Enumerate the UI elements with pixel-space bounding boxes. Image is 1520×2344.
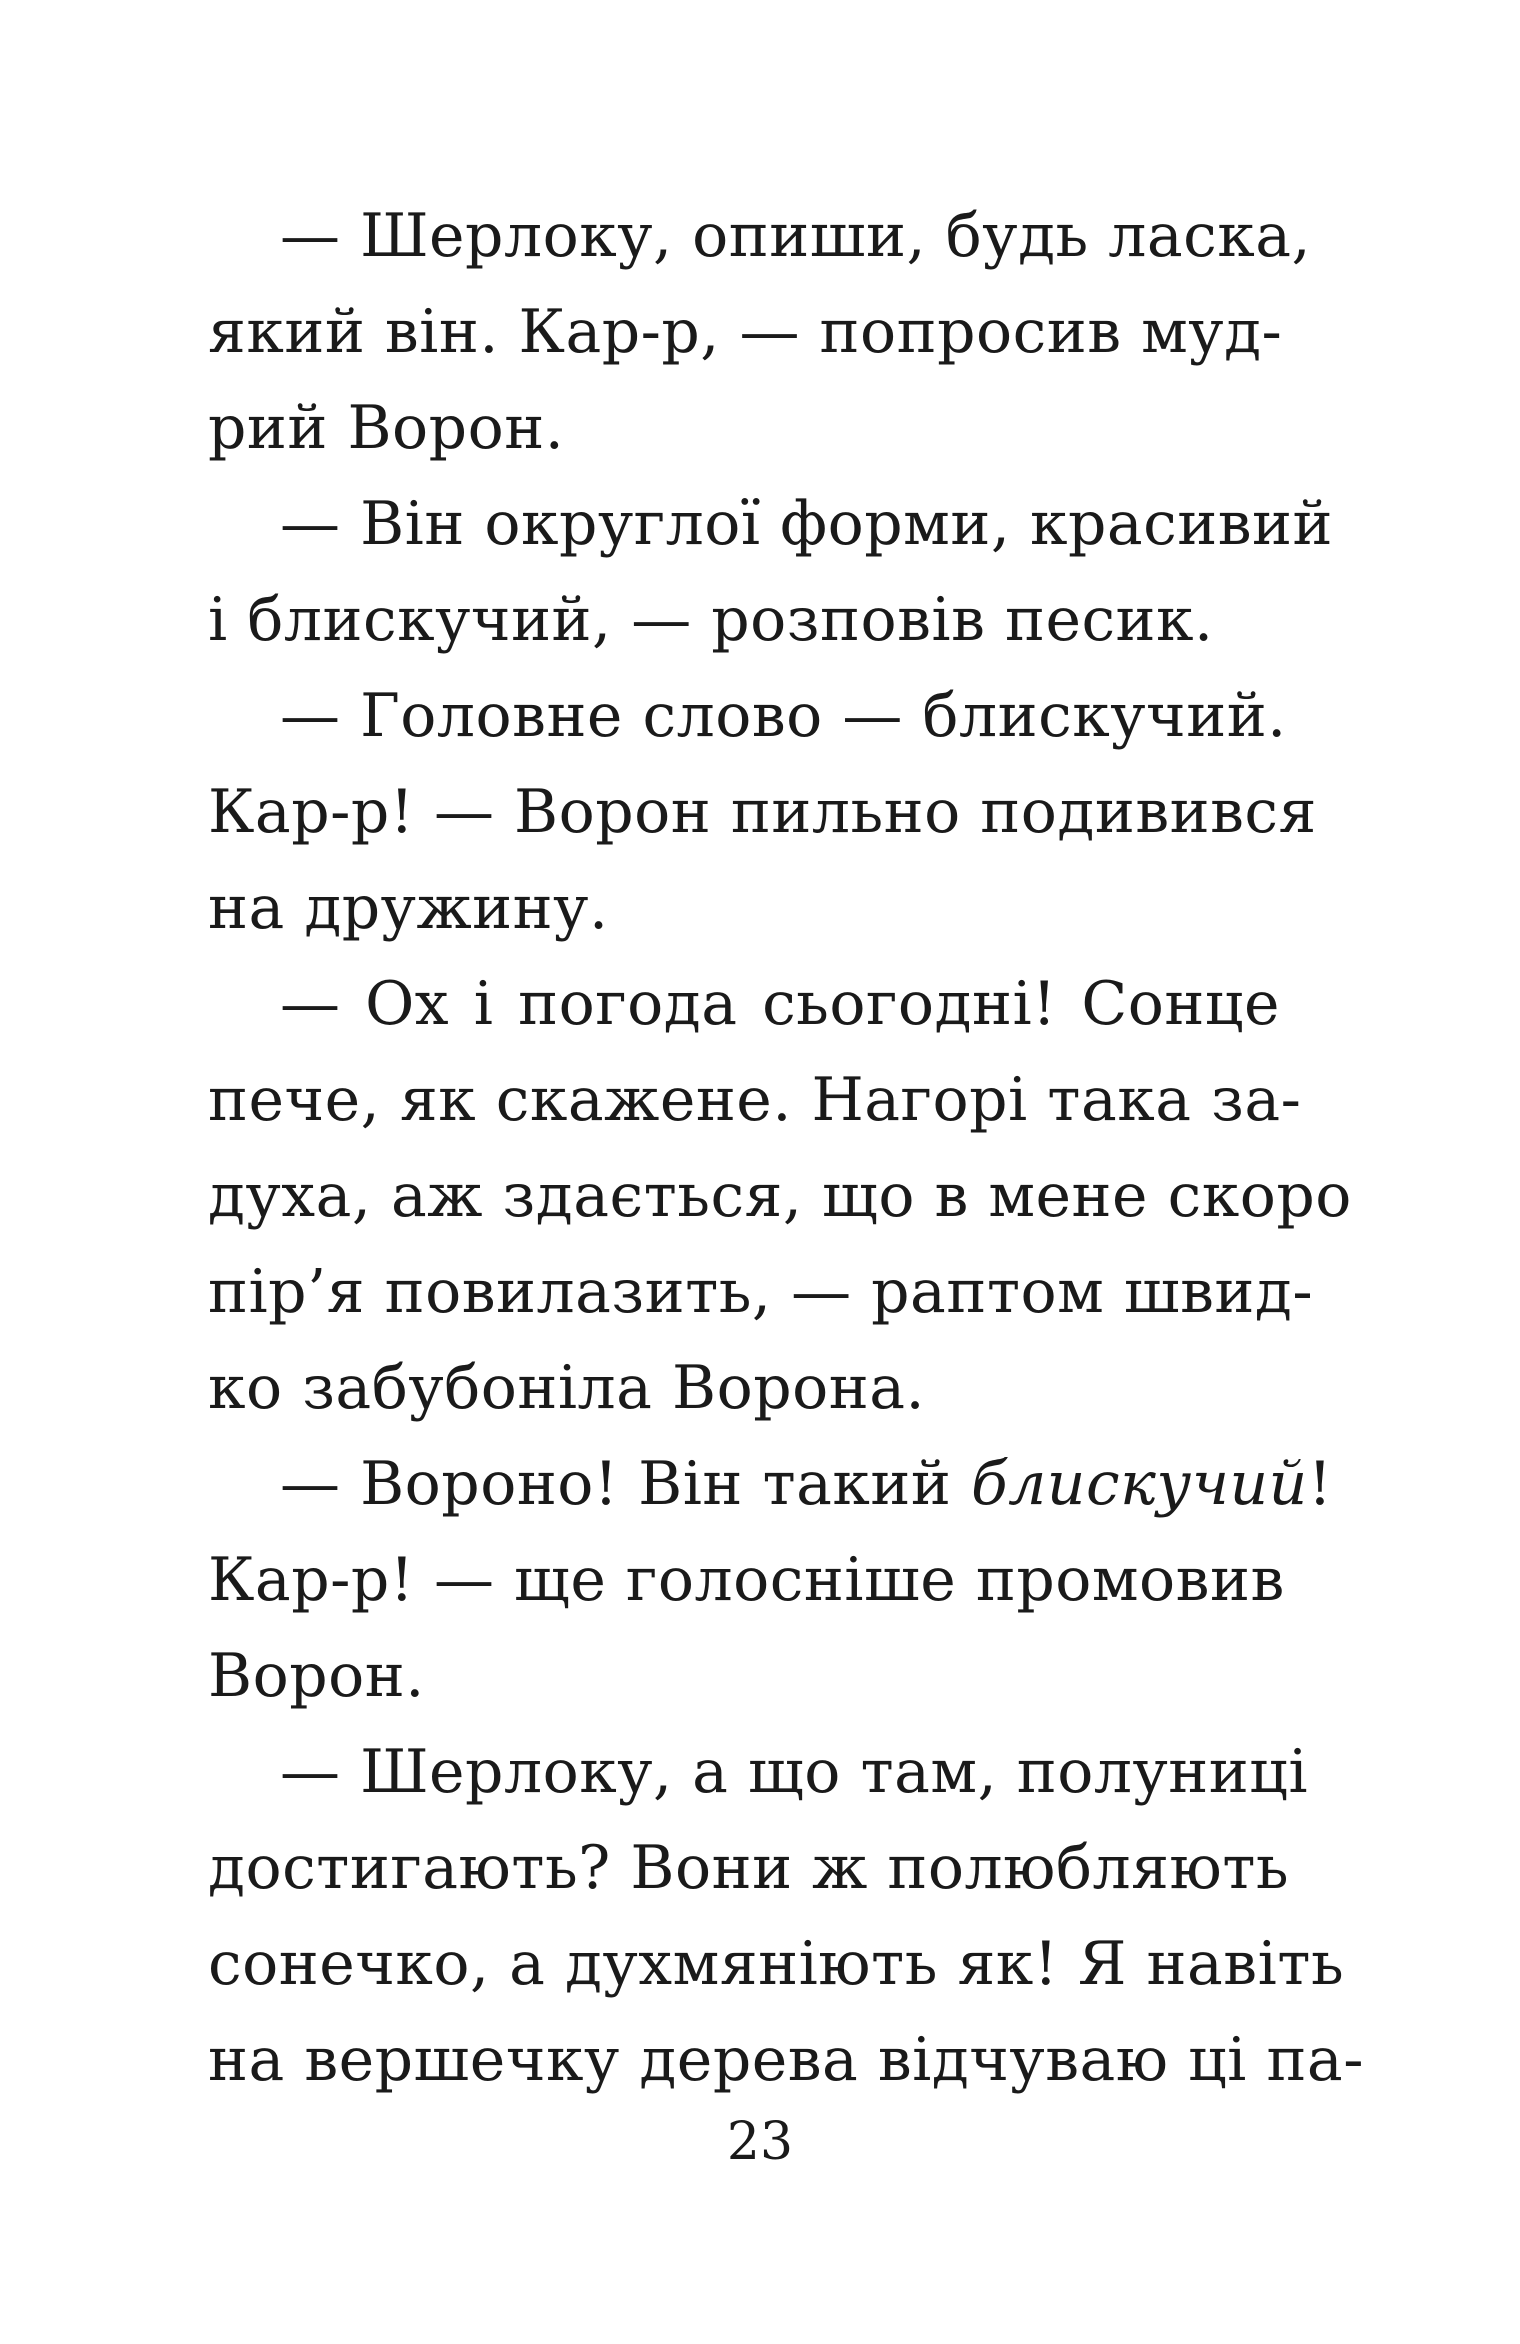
text-line: Кар-р! — Ворон пильно подивився (208, 777, 1317, 847)
text-line: ко забубоніла Ворона. (208, 1353, 926, 1423)
text-line: на вершечку дерева відчуваю ці па- (208, 2025, 1364, 2095)
italic-emphasis: блискучий (970, 1449, 1308, 1519)
text-line: — Він округлої форми, красивий (280, 489, 1334, 559)
page-number: 23 (726, 2112, 794, 2172)
body-text (208, 188, 1364, 2108)
text-line: і блискучий, — розповів песик. (208, 585, 1214, 655)
text-line: Ворон. (208, 1641, 425, 1711)
text-line: — Ох і погода сьогодні! Сонце (280, 969, 1280, 1039)
text-line: достигають? Вони ж полюбляють (208, 1833, 1290, 1903)
text-line: який він. Кар-р, — попросив муд- (208, 297, 1283, 367)
text-line: пече, як скажене. Нагорі така за- (208, 1065, 1302, 1135)
text-line: — Шерлоку, опиши, будь ласка, (280, 201, 1312, 271)
text-segment: ! (1307, 1449, 1333, 1519)
text-line: сонечко, а духмяніють як! Я навіть (208, 1929, 1345, 1999)
text-line: — Головне слово — блискучий. (280, 681, 1287, 751)
text-line: Кар-р! — ще голосніше промовив (208, 1545, 1285, 1615)
text-line: — Шерлоку, а що там, полуниці (280, 1737, 1309, 1807)
text-line (208, 1436, 1333, 1532)
text-line: пір’я повилазить, — раптом швид- (208, 1257, 1314, 1327)
text-line: на дружину. (208, 873, 609, 943)
text-line: рий Ворон. (208, 393, 565, 463)
text-segment: — Вороно! Він такий (280, 1449, 971, 1519)
text-line: духа, аж здається, що в мене скоро (208, 1161, 1352, 1231)
